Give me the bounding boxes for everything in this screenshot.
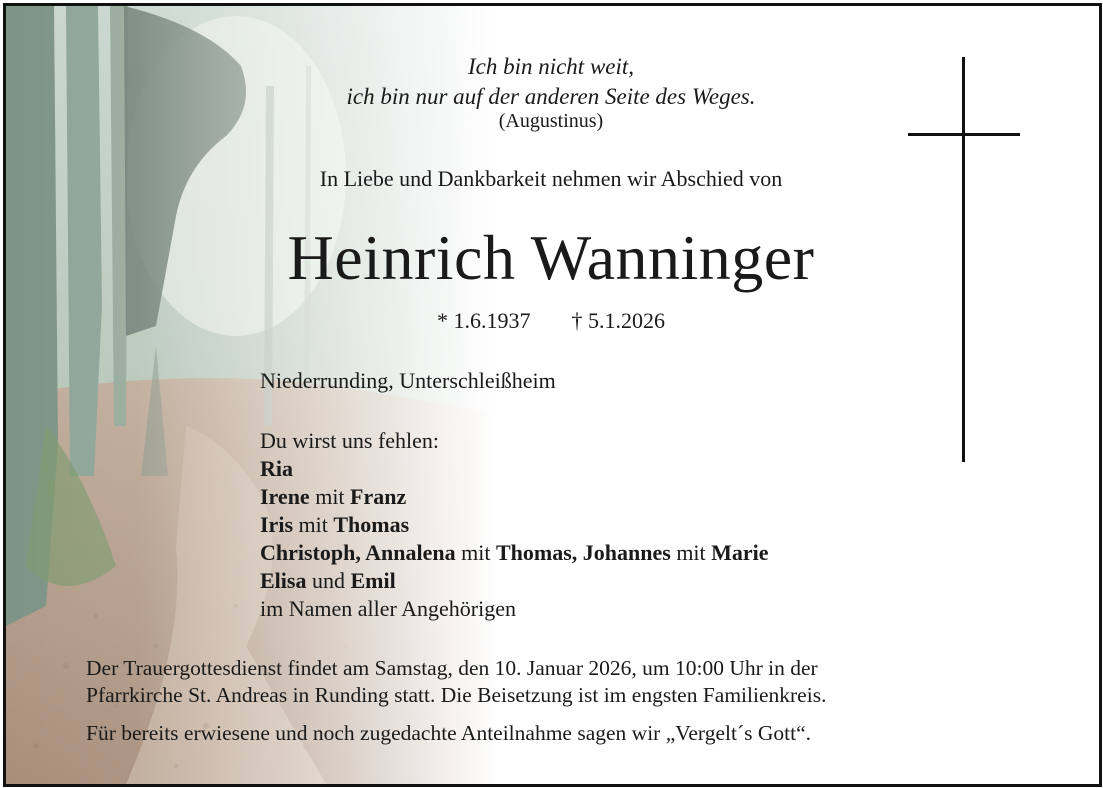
mourner-line: Ria [260, 456, 293, 481]
service-info [86, 655, 826, 709]
obituary-notice [3, 3, 1102, 787]
intro-text: In Liebe und Dankbarkeit nehmen wir Abschied von [319, 166, 783, 191]
mourner-line: Elisa und Emil [260, 568, 396, 593]
mourners-closing: im Namen aller Angehörigen [260, 596, 516, 621]
service-line-1: Der Trauergottesdienst findet am Samstag, den 10. Januar 2026, um 10:00 Uhr in der [86, 656, 818, 680]
mourner-line: Irene mit Franz [260, 484, 407, 509]
places: Niederrunding, Unterschleißheim [260, 368, 556, 393]
mourner-line: Christoph, Annalena mit Thomas, Johannes mit Marie [260, 540, 769, 565]
mourner-line: Iris mit Thomas [260, 512, 410, 537]
birth-date: * 1.6.1937 [437, 308, 531, 333]
cross-vertical-bar [962, 57, 965, 462]
quote-author: (Augustinus) [498, 110, 604, 132]
thanks-text: Für bereits erwiesene und noch zugedachte Anteilnahme sagen wir „Vergelt´s Gott“. [86, 721, 811, 745]
quote-line-2: ich bin nur auf der anderen Seite des Weges. [346, 84, 756, 109]
mourners-list [260, 427, 769, 623]
quote-line-1: Ich bin nicht weit, [467, 54, 635, 79]
quote [246, 52, 856, 112]
deceased-name: Heinrich Wanninger [287, 222, 815, 293]
death-date: † 5.1.2026 [571, 308, 665, 333]
service-line-2: Pfarrkirche St. Andreas in Runding statt. Die Beisetzung ist im engsten Familienkreis. [86, 683, 827, 707]
life-dates [246, 308, 856, 334]
cross-horizontal-bar [908, 133, 1020, 136]
mourners-heading: Du wirst uns fehlen: [260, 428, 440, 453]
